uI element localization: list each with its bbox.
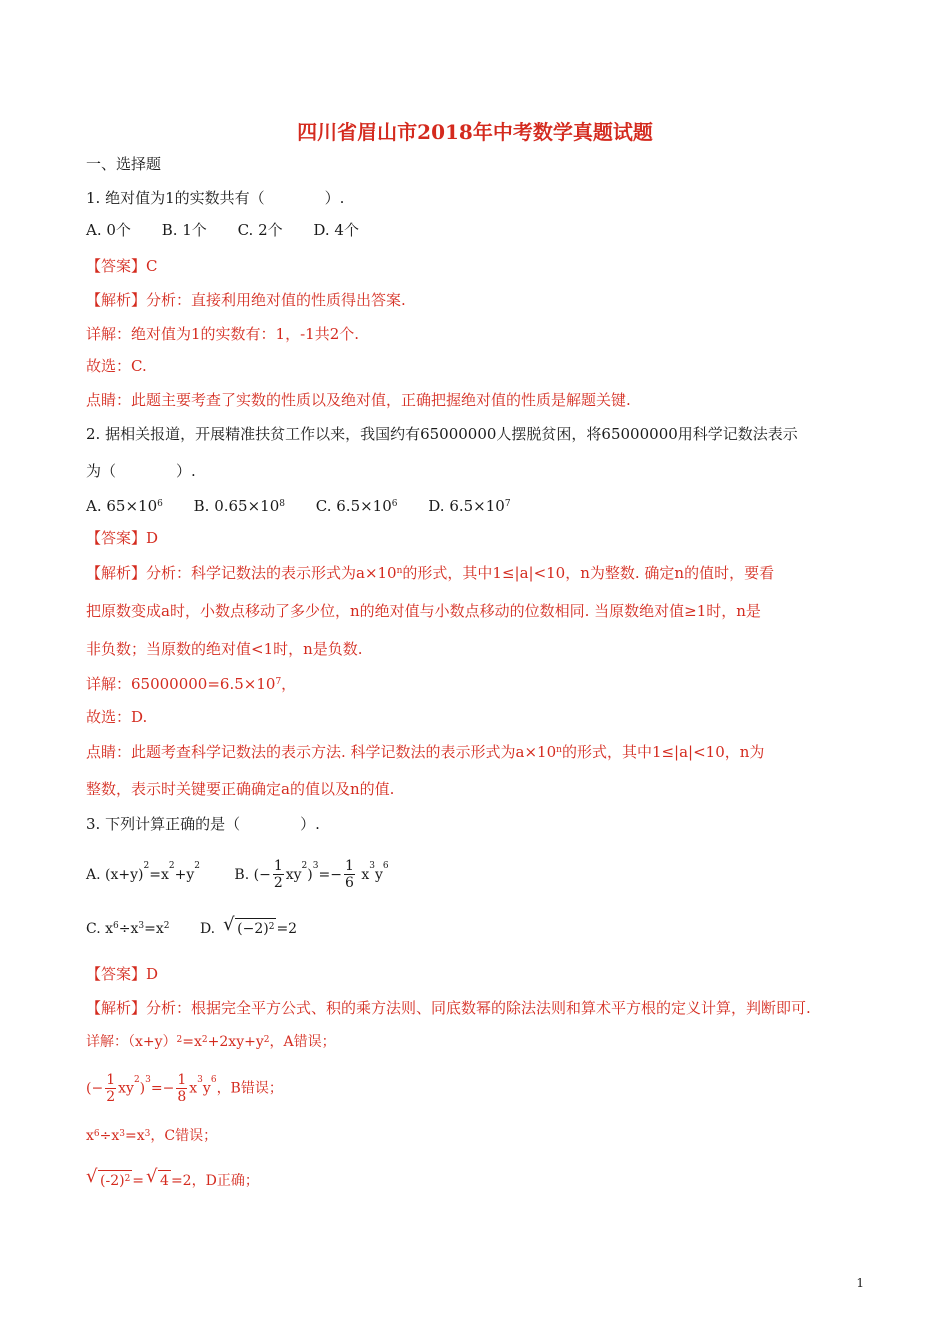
page-number: 1: [856, 1276, 864, 1290]
q3-stem: 3. 下列计算正确的是（ ）.: [86, 815, 320, 833]
q2-answer: 【答案】D: [86, 529, 159, 547]
q3-option-b: B. (− $\frac{1}{2}$ $xy^2)^3=-$ $\frac{1}{6}$ $x^3y^6$: [234, 858, 389, 891]
q2-choose: 故选：D.: [86, 708, 148, 726]
q2-detail: 详解：$65000000=6.5\times 10^7$，: [86, 675, 297, 693]
fraction: $\frac{1}{8}$: [177, 1072, 187, 1105]
q2-option-b: B. $0.65\times 10^8$: [193, 497, 285, 515]
fraction: $\frac{1}{2}$: [273, 858, 283, 891]
q2-analysis-line1: 【解析】分析：科学记数法的表示形式为$a\times 10^n$的形式，其中1≤|a|<10，n为整数. 确定n的值时，要看: [86, 564, 775, 582]
q3-analysis: 【解析】分析：根据完全平方公式、积的乘方法则、同底数幂的除法法则和算术平方根的定义计算，判断即可.: [86, 999, 811, 1017]
q1-stem: 1. 绝对值为1的实数共有（ ）.: [86, 189, 345, 207]
q3-detail-a: 详解：$(x+y)^2=x^2+2xy+y^2$，A错误；: [86, 1034, 336, 1050]
q1-option-d: D. 4个: [313, 221, 359, 239]
q1-detail: 详解：绝对值为1的实数有：1，-1共2个.: [86, 325, 360, 343]
q1-options: [86, 220, 385, 240]
q2-analysis-line3: 非负数；当原数的绝对值<1时，n是负数.: [86, 640, 363, 658]
q3-detail-b: (− $\frac{1}{2}$ $xy^2)^3=-$ $\frac{1}{8}$ $x^3y^6$，B错误；: [86, 1072, 283, 1105]
q2-comment-line1: 点睛：此题考查科学记数法的表示方法. 科学记数法的表示形式为$a\times 10^n$的形式，其中1≤|a|<10，n为: [86, 743, 765, 761]
q1-option-c: C. 2个: [237, 221, 283, 239]
q1-option-a: A. 0个: [86, 221, 131, 239]
q2-analysis-line2: 把原数变成a时，小数点移动了多少位，n的绝对值与小数点移动的位数相同. 当原数绝对值≥1时，n是: [86, 602, 761, 620]
q1-option-b: B. 1个: [161, 221, 207, 239]
q3-option-c: C. $x^6\div x^3=x^2$: [86, 921, 170, 937]
q1-choose: 故选：C.: [86, 357, 147, 375]
sqrt-symbol: √ $(-2)^2$: [98, 1170, 132, 1191]
q3-detail-c: $x^6\div x^3=x^3$，C错误；: [86, 1128, 218, 1144]
section-heading: 一、选择题: [86, 155, 162, 173]
q2-option-c: C. $6.5\times 10^6$: [315, 497, 398, 515]
page-title: 四川省眉山市2018年中考数学真题试题: [297, 120, 653, 144]
q2-options: [86, 496, 537, 516]
q3-option-a: A. $(x+y)^2=x^2+y^2$: [86, 861, 200, 883]
q2-stem-line2: 为（ ）.: [86, 462, 196, 480]
q2-option-a: A. $65\times 10^6$: [86, 497, 163, 515]
fraction: $\frac{1}{6}$: [344, 858, 354, 891]
q3-option-d: D.√ $(-2)^2 =2$: [200, 921, 297, 937]
q2-stem-line1: 2. 据相关报道，开展精准扶贫工作以来，我国约有65000000人摆脱贫困，将65000000用科学记数法表示: [86, 425, 798, 443]
q2-comment-line2: 整数，表示时关键要正确确定a的值以及n的值.: [86, 780, 395, 798]
sqrt-symbol: √ $(-2)^2$: [235, 918, 276, 939]
q1-analysis: 【解析】分析：直接利用绝对值的性质得出答案.: [86, 291, 406, 309]
fraction: $\frac{1}{2}$: [106, 1072, 116, 1105]
q3-detail-d: √ $(-2)^2$ =√ 4 =2，D正确；: [86, 1170, 259, 1191]
q1-comment: 点睛：此题主要考查了实数的性质以及绝对值，正确把握绝对值的性质是解题关键.: [86, 391, 631, 409]
q3-options-cd: [86, 918, 297, 939]
q3-answer: 【答案】D: [86, 965, 159, 983]
q2-option-d: D. $6.5\times 10^7$: [428, 497, 511, 515]
q1-answer: 【答案】C: [86, 257, 158, 275]
sqrt-symbol: √ 4: [158, 1170, 171, 1191]
q3-options-ab: [86, 858, 389, 891]
